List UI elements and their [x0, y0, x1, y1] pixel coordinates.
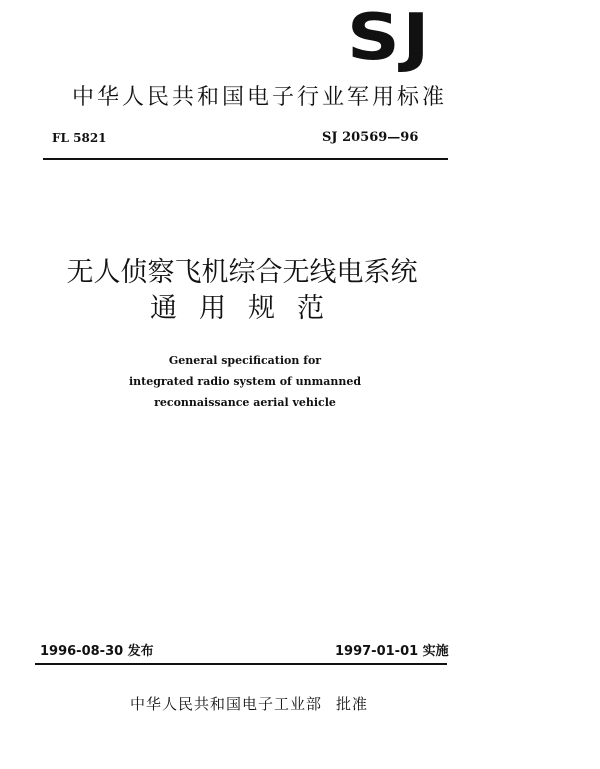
header-divider — [43, 158, 448, 160]
english-title-line-3: reconnaissance aerial vehicle — [154, 396, 336, 409]
english-title-line-1: General specification for — [168, 354, 322, 367]
classification-code: FL 5821 — [52, 131, 107, 145]
sj-logo: SJ — [347, 1, 432, 75]
chinese-title-line-2: 通用规范 — [150, 293, 346, 324]
approval-label: 批准 — [336, 695, 369, 713]
footer-divider — [35, 663, 447, 665]
issuer-name: 中华人民共和国电子工业部 — [130, 695, 323, 713]
issuing-authority — [130, 693, 368, 714]
standard-number: SJ 20569—96 — [322, 130, 419, 145]
chinese-title-line-1: 无人侦察飞机综合无线电系统 — [66, 257, 418, 288]
issue-date: 1996-08-30 发布 — [40, 644, 154, 659]
english-title — [95, 350, 395, 413]
standard-category-title: 中华人民共和国电子行业军用标准 — [72, 85, 448, 110]
chinese-title — [62, 255, 422, 327]
english-title-line-2: integrated radio system of unmanned — [128, 375, 362, 388]
implementation-date: 1997-01-01 实施 — [335, 644, 449, 659]
